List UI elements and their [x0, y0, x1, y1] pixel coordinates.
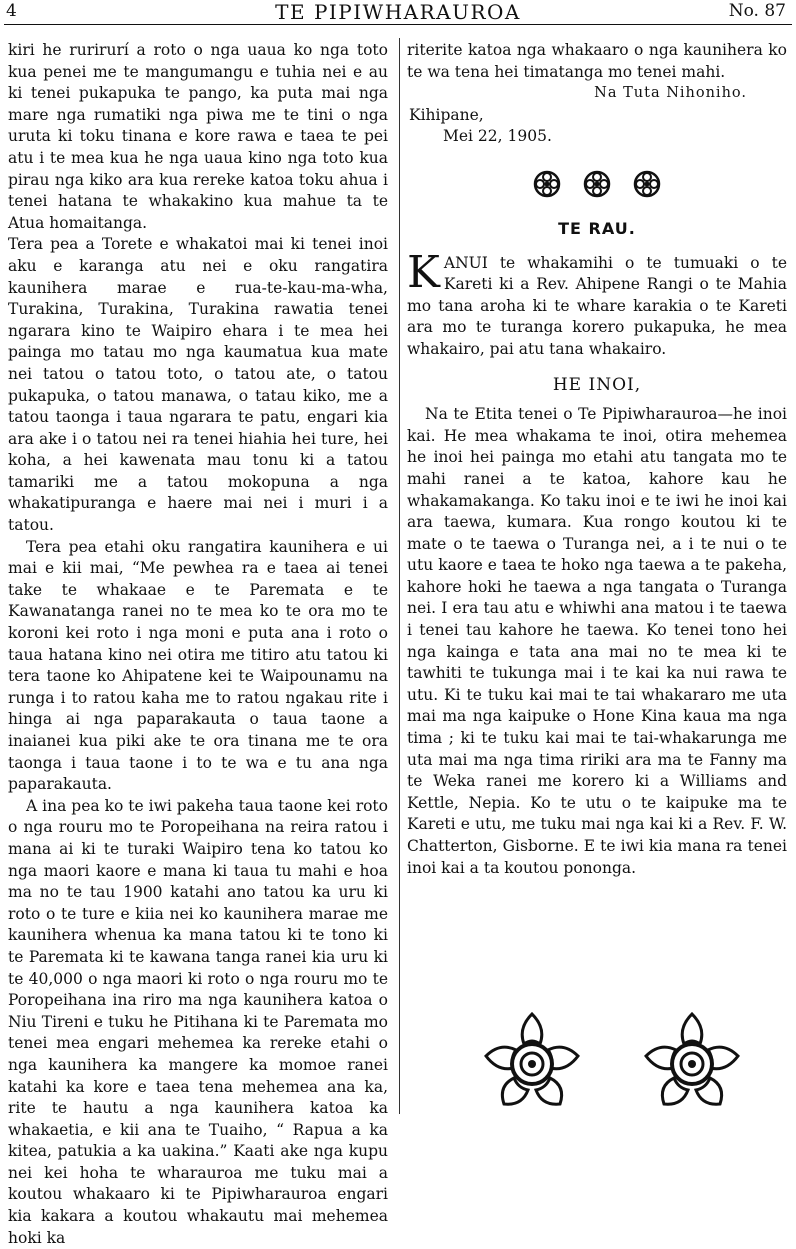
header-rule	[4, 24, 792, 25]
rose-ornaments	[470, 1010, 770, 1110]
running-head	[0, 0, 796, 30]
letter-date: Mei 22, 1905.	[443, 127, 552, 146]
flower-ornament-icon	[583, 170, 611, 198]
te-rau-heading: TE RAU.	[558, 218, 636, 238]
article-paragraph: A ina pea ko te iwi pakeha taua taone kei roto o nga rouru mo te Poropeihana na reira ratou i mana ai ki te turaki Waipiro tena ko tatou ko nga maori kaore e mana ki taua tu mahi e hoa ma no te tau 1900 katahi ano tatou ka uru ki roto o te ture e kiia nei ko kaunihera marae me kaunihera whenua ka mana tatou ki te tono ki te Paremata ki te kawana tanga ranei kia uru ki te 40,000 o nga maori ki roto o nga rouru mo te Poropeihana ina riro ma nga kaunihera katoa o Niu Tireni e tuku he Pitihana ki te Paremata mo tenei mea engari mehemea ka rereke etahi o nga kaunihera ka mangere ka momoe ranei katahi ka kore e taea tena mehemea ana ka, rite te hautu a nga kaunihera katoa ka whakaetia, e kii ana te Tuaiho, “ Rapua a ka kitea, patukia a ka uakina.” Kaati ake nga kupu nei kei hoha te wharauroa me tuku mai a koutou whakaaro ki te Pipiwharauroa engari kia kakara a koutou whakautu mai mehemea hoki ka	[8, 796, 388, 1247]
left-column	[8, 40, 388, 1249]
he-inoi-heading: HE INOI,	[552, 374, 642, 395]
letter-signature: Na Tuta Nihoniho.	[594, 85, 747, 102]
right-column	[407, 40, 787, 879]
letter-continuation: riterite katoa nga whakaaro o nga kaunihera ko te wa tena hei timatanga mo tenei mahi.	[407, 41, 787, 81]
flower-ornament-icon	[533, 170, 561, 198]
he-inoi-paragraph: Na te Etita tenei o Te Pipiwharauroa—he inoi kai. He mea whakama te inoi, otira mehemea he inoi hei painga mo etahi atu tangata mo te mahi ranei a te katoa, kahore kau he whakamakanga. Ko taku inoi e te iwi he inoi kai ara taewa, kumara. Kua rongo koutou ki te mate o te taewa o Turanga nei, a i te nui o te utu kaore e taea te hoko nga taewa a te pakeha, kahore hoki he taewa a nga tangata o Turanga nei. I era tau atu e whiwhi ana matou i te taewa i tenei tau kahore he taewa. Ko tenei tono hei nga kainga e tata ana mai no te mea ki te tawhiti te tukunga mai i te kai ka nui rawa te utu. Ki te tuku kai mai te tai whakararo me uta mai ma nga kaipuke o Hone Kina kaua ma nga tima ; ki te tuku kai mai te tai-whakarunga me uta mai ma nga tima ririki ara ma te Fanny ma te Weka ranei me korero ki a Williams and Kettle, Nepia. Ko te utu o te kaipuke ma te Kareti e utu, me tuku mai nga kai ki a Rev. F. W. Chatterton, Gisborne. E te iwi kia mana ra tenei inoi kai a ta koutou pononga.	[407, 405, 787, 877]
issue-number: No. 87	[728, 1, 786, 21]
rose-ornament-icon	[640, 1010, 744, 1114]
drop-cap: K	[407, 246, 440, 298]
te-rau-paragraph	[407, 246, 787, 361]
article-paragraph: kiri he rurirurí a roto o nga uaua ko nga toto kua penei me te mangumangu e tuhia nei e au ki tenei pukapuka te pango, ka puta mai nga mare nga rumatiki nga piwa me te tini o nga uruta ki toku tinana e kore rawa e taea te pei atu i te mea kua he nga uaua kino nga toto kua pirau nga kiko ara kua rereke katoa toku ahua i tenei hatana te whakakino kua mahue ta te Atua homaitanga.	[8, 41, 388, 232]
letter-place: Kihipane,	[409, 105, 484, 124]
journal-title: TE PIPIWHARAUROA	[275, 0, 521, 24]
te-rau-text: ANUI te whakamihi o te tumuaki o te Kareti ki a Rev. Ahipene Rangi o te Mahia mo tana aroha ki te whare karakia o te Kareti ara mo te turanga korero pukapuka, he mea whakairo, pai atu tana whakairo.	[407, 253, 787, 358]
article-paragraph: Tera pea a Torete e whakatoi mai ki tenei inoi aku e karanga atu nei e oku rangatira kaunihera marae e rua-te-kau-ma-wha, Turakina, Turakina, Turakina rawatia tenei ngarara kino te Waipiro ehara i te mea hei painga mo tatau mo nga kaumatua kua mate nei tatou o tatou toto, o tatou ate, o tatou pukapuka, o tatou manawa, o tatau kiko, me a tatou taonga i taua ngarara te patu, engari kia ara ake i o tatou nei ra tenei hiahia hei ture, hei koha, a hei kawenata mau tonu ki a tatou tamariki me a tatou mokopuna a nga whakatipuranga e haere mai nei i muri i a tatou.	[8, 235, 388, 535]
flower-ornament-icon	[633, 170, 661, 198]
page-number: 4	[6, 1, 17, 21]
ornament-row	[407, 170, 787, 202]
rose-ornament-icon	[480, 1010, 584, 1114]
column-divider	[399, 38, 400, 1114]
article-paragraph: Tera pea etahi oku rangatira kaunihera e ui mai e kii mai, “Me pewhea ra e taea ai tenei take te whakaae e te Paremata e te Kawanatanga ranei no te mea ko te ora mo te koroni kei roto i nga moni e puta ana i roto o taua hatana kino nei otira me titiro atu tatou ki tera taone ko Ahipatene kei te Waipounamu na runga i to ratou kaha me to ratou ngakau rite i hinga ai nga paparakauta o taua taone a inaianei kua piki ake te ora tinana me te ora taonga i taua taone i to te wa e tu ana nga paparakauta.	[8, 537, 388, 794]
